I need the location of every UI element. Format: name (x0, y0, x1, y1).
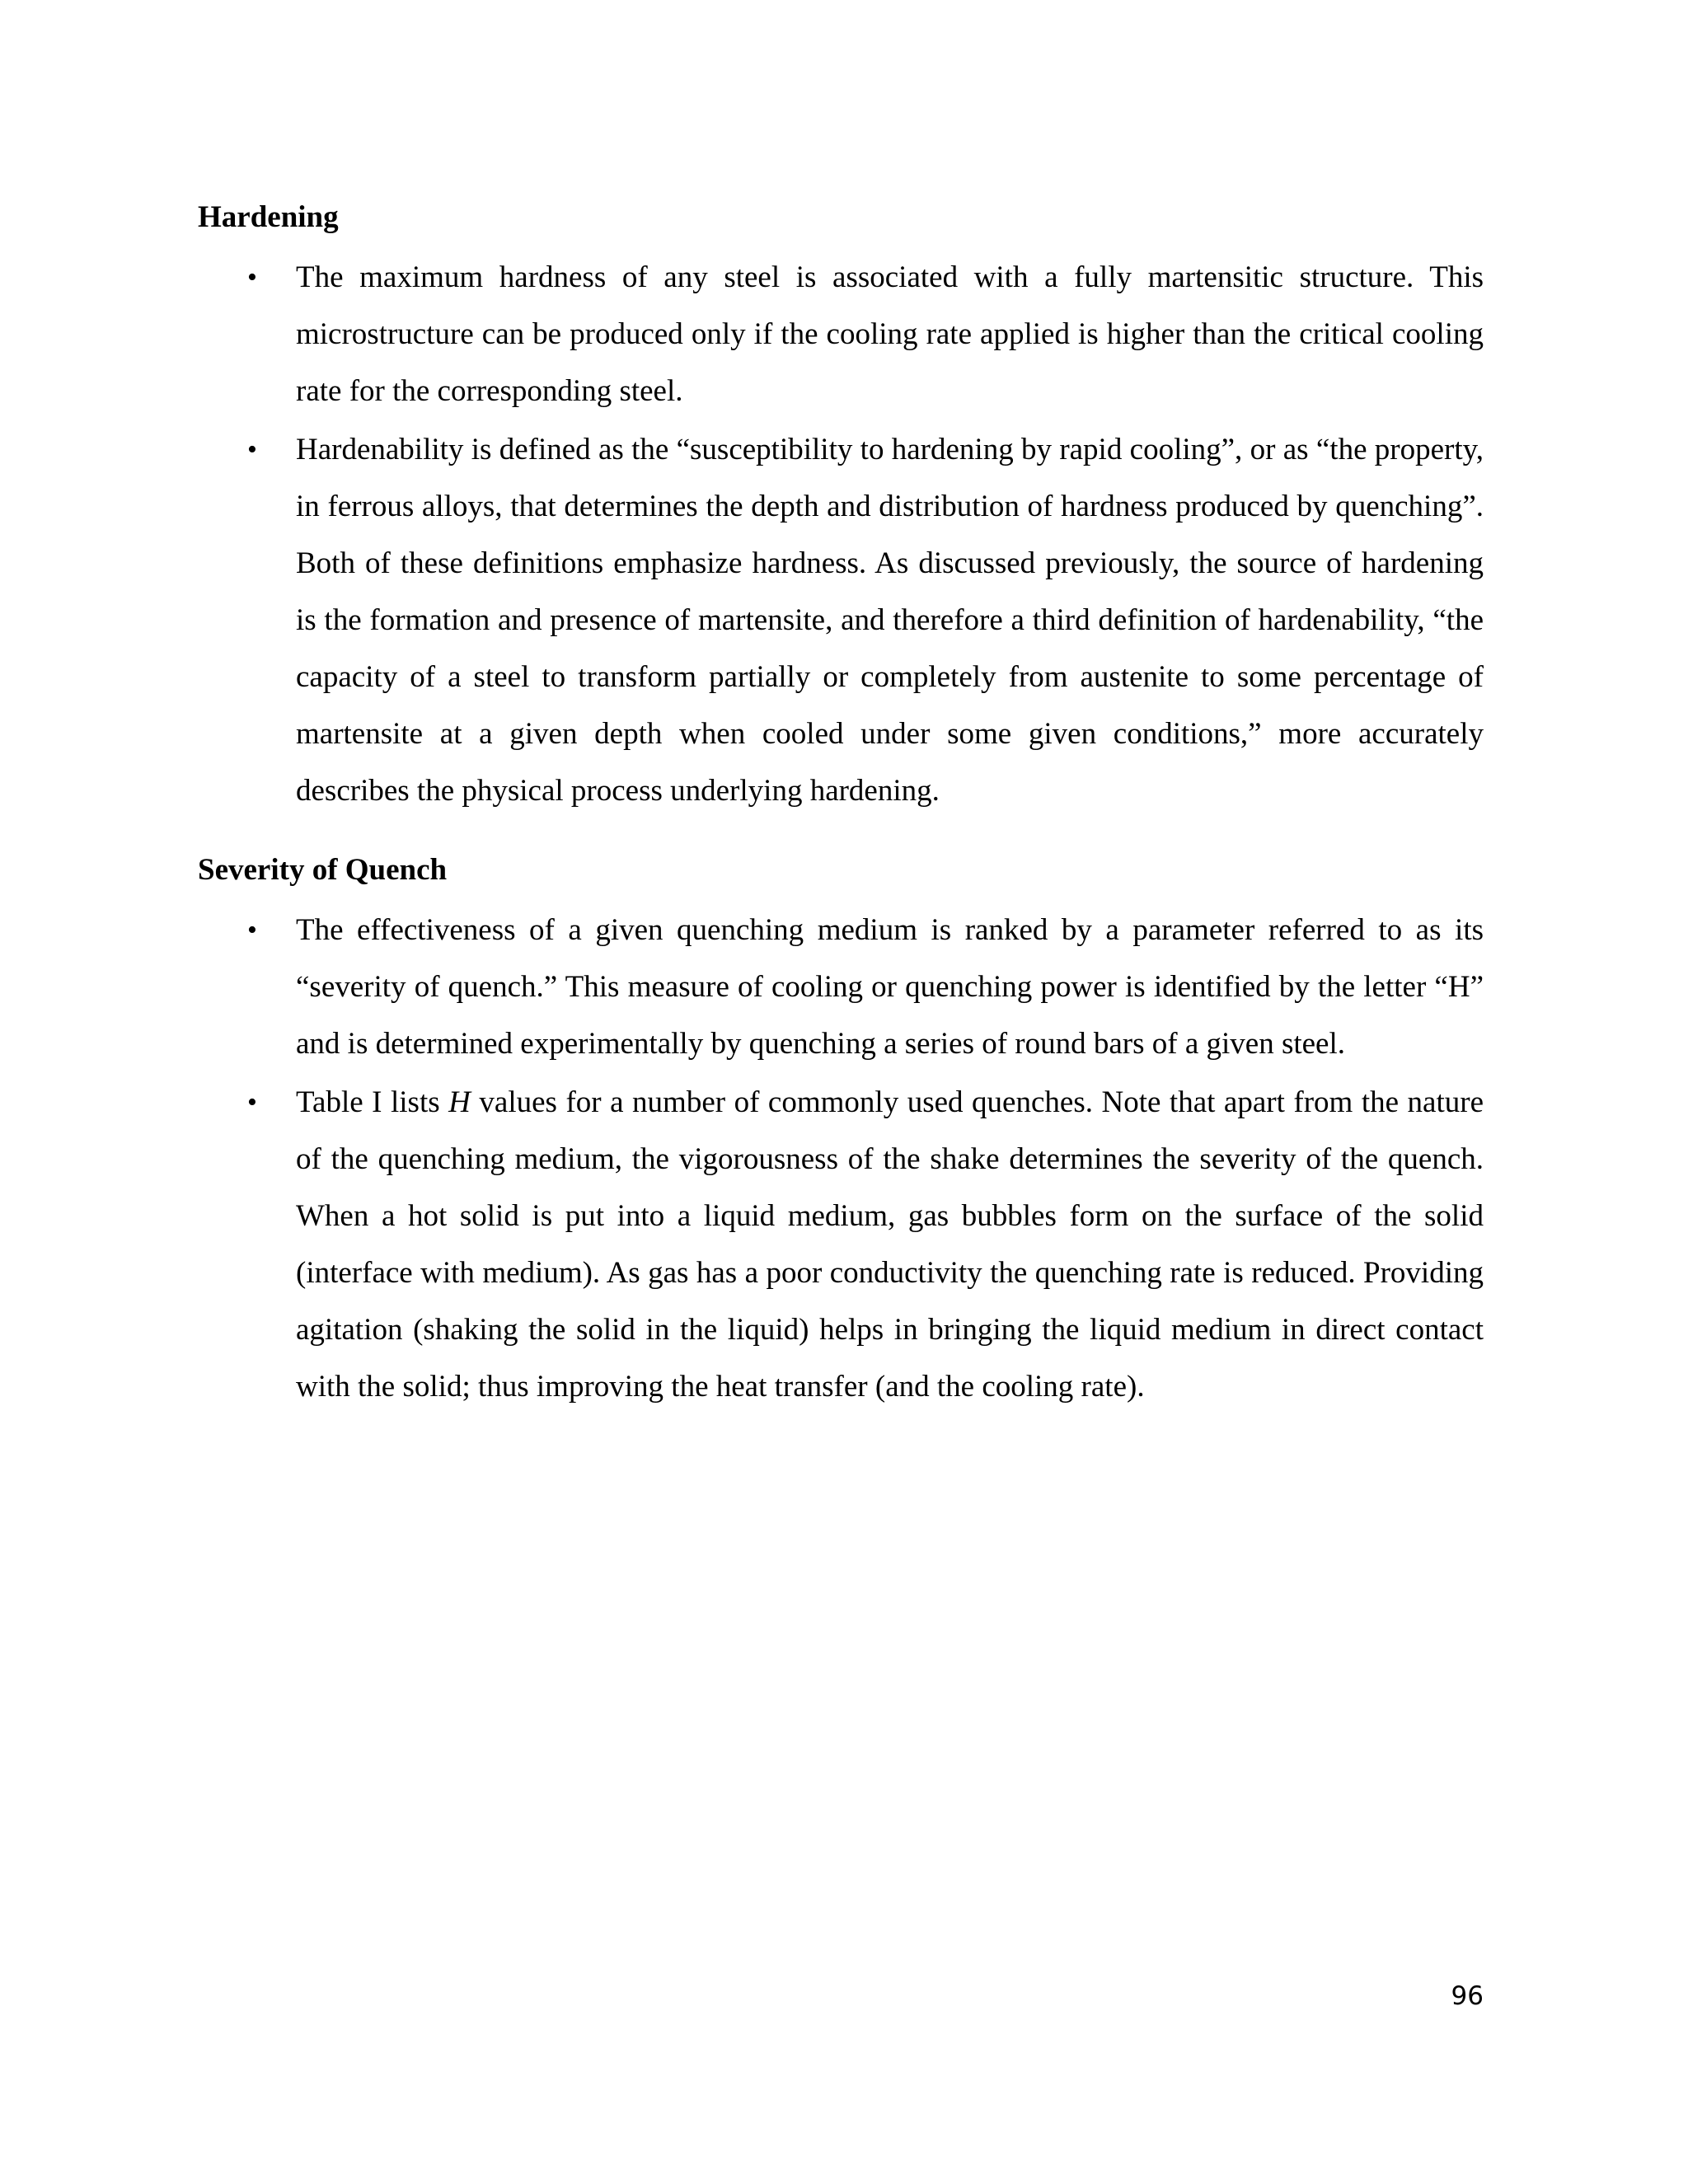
page-content (198, 194, 1484, 1417)
bullet-list (198, 902, 1484, 1415)
bullet-icon: • (247, 1087, 257, 1118)
bullet-text: The effectiveness of a given quenching medium is ranked by a parameter referred to as its “severity of quench.” This measure of cooling or quenching power is identified by the letter “H” and is determined experimentally by quenching a series of round bars of a given steel. (296, 913, 1484, 1061)
bullet-list (198, 249, 1484, 819)
section-severity-of-quench (198, 847, 1484, 1415)
bullet-text: The maximum hardness of any steel is associated with a fully martensitic structure. This microstructure can be produced only if the cooling rate applied is higher than the critical cooling rate for the corresponding steel. (296, 260, 1484, 408)
bullet-item (198, 249, 1484, 419)
bullet-item (198, 421, 1484, 819)
section-heading: Hardening (198, 200, 339, 234)
bullet-icon: • (247, 434, 257, 465)
bullet-icon: • (247, 262, 257, 293)
bullet-item (198, 902, 1484, 1072)
bullet-text-end: values for a number of commonly used quenches. Note that apart from the nature of the quenching medium, the vigorousness of the shake determines the severity of the quench. When a hot solid is put into a liquid medium, gas bubbles form on the surface of the solid (interface with medium). As gas has a poor conductivity the quenching rate is reduced. Providing agitation (shaking the solid in the liquid) helps in bringing the liquid medium in direct contact with the solid; thus improving the heat transfer (and the cooling rate). (296, 1085, 1484, 1404)
bullet-icon: • (247, 915, 257, 945)
bullet-text-start: Table I lists (296, 1085, 449, 1119)
bullet-text: Hardenability is defined as the “susceptibility to hardening by rapid cooling”, or as “the property, in ferrous alloys, that determines the depth and distribution of hardness produced by quenching”. Both of these definitions emphasize hardness. As discussed previously, the source of hardening is the formation and presence of martensite, and therefore a third definition of hardenability, “the capacity of a steel to transform partially or completely from austenite to some percentage of martensite at a given depth when cooled under some given conditions,” more accurately describes the physical process underlying hardening. (296, 433, 1484, 808)
section-hardening (198, 194, 1484, 819)
page-number: 96 (1451, 1981, 1484, 2011)
italic-symbol-h: H (448, 1085, 471, 1119)
bullet-item (198, 1074, 1484, 1415)
section-heading: Severity of Quench (198, 853, 448, 887)
